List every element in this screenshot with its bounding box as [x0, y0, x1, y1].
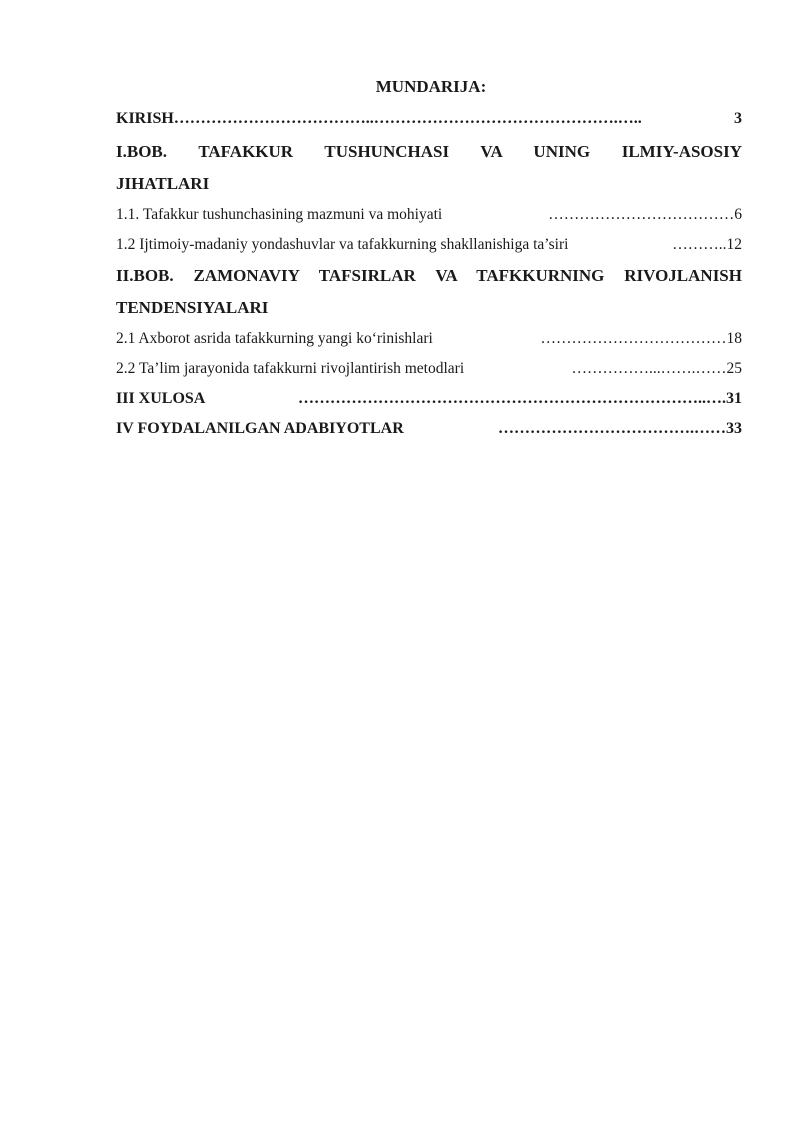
- toc-leader-dots: ………………………………: [548, 206, 735, 223]
- table-of-contents-page: [116, 72, 742, 444]
- toc-chapter-heading-1: [116, 136, 742, 200]
- chapter-heading-line-2: JIHATLARI: [116, 174, 210, 193]
- toc-leader-dots: ………………………………: [540, 330, 727, 347]
- toc-entry-2-1: [116, 324, 742, 354]
- toc-entry-adabiyotlar: [116, 414, 742, 444]
- toc-page-number: 3: [734, 110, 742, 127]
- chapter-heading-line-1: II.BOB. ZAMONAVIY TAFSIRLAR VA TAFKKURNING RIVOJLANISH: [116, 266, 742, 285]
- toc-leader-dots: ………..: [672, 236, 727, 253]
- chapter-heading-line-1: I.BOB. TAFAKKUR TUSHUNCHASI VA UNING ILMIY-ASOSIY: [116, 142, 742, 161]
- toc-chapter-heading-2: [116, 260, 742, 324]
- toc-page-number: 33: [726, 420, 742, 437]
- toc-entry-label: III XULOSA: [116, 390, 206, 407]
- toc-entry-1-1: [116, 200, 742, 230]
- toc-entry-label: IV FOYDALANILGAN ADABIYOTLAR: [116, 420, 404, 437]
- toc-leader-dots: ………………………………..……………………………………….…..: [173, 110, 642, 127]
- toc-entry-xulosa: [116, 384, 742, 414]
- page-title: MUNDARIJA:: [375, 77, 487, 96]
- toc-page-number: 12: [726, 236, 742, 253]
- toc-entry-2-2: [116, 354, 742, 384]
- toc-entry-label: 1.2 Ijtimoiy-madaniy yondashuvlar va tafakkurning shakllanishiga ta’siri: [116, 236, 569, 253]
- toc-entry-label: 1.1. Tafakkur tushunchasining mazmuni va mohiyati: [116, 206, 443, 223]
- toc-page-number: 18: [726, 330, 742, 347]
- toc-entry-label: 2.2 Ta’lim jarayonida tafakkurni rivojlantirish metodlari: [116, 360, 465, 377]
- toc-page-number: 25: [726, 360, 742, 377]
- toc-entry-1-2: [116, 230, 742, 260]
- toc-leader-dots: ……………...…….……: [571, 360, 727, 377]
- toc-page-number: 31: [726, 390, 742, 407]
- toc-entry-label: KIRISH: [116, 110, 174, 127]
- toc-leader-dots: ……………………………….……: [498, 420, 726, 437]
- chapter-heading-line-2: TENDENSIYALARI: [116, 298, 269, 317]
- toc-page-number: 6: [734, 206, 742, 223]
- toc-entry-kirish: [116, 104, 742, 134]
- toc-leader-dots: …………………………………………………………………..….: [298, 390, 726, 407]
- toc-entry-label: 2.1 Axborot asrida tafakkurning yangi koʻrinishlari: [116, 330, 433, 347]
